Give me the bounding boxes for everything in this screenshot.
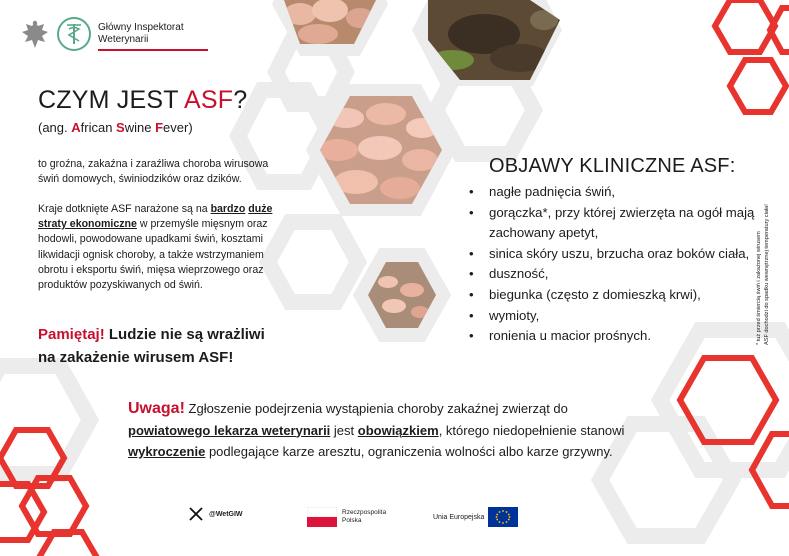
org-name-line1: Główny Inspektorat	[98, 22, 184, 33]
rp-line2: Polska	[342, 517, 362, 524]
title-prefix: CZYM JEST	[38, 86, 185, 114]
subtitle-ever: ever)	[163, 120, 193, 135]
side-note-line2: ASF dochodzi do spadku wewnętrznej temperatury ciała!	[764, 204, 770, 345]
warning-text-1: Zgłoszenie podejrzenia wystąpienia choroby zakaźnej zwierząt do	[184, 401, 568, 416]
european-union-label: Unia Europejska	[433, 514, 485, 521]
remember-line1: Ludzie nie są wrażliwi	[104, 326, 265, 343]
x-twitter-icon[interactable]	[189, 507, 203, 521]
organization-name	[98, 22, 208, 46]
title-highlight: ASF	[184, 86, 234, 114]
warning-bold-offense: wykroczenie	[128, 444, 206, 459]
veterinary-inspection-logo	[56, 16, 92, 52]
losses-start: Kraje dotknięte ASF narażone są na	[38, 203, 211, 215]
subtitle-letter-s: S	[116, 120, 125, 135]
subtitle-frican: frican	[80, 120, 117, 135]
losses-bold-1: bardzo	[210, 203, 246, 215]
subtitle-letter-a: A	[71, 120, 81, 135]
subtitle	[38, 120, 193, 135]
subtitle-open: (ang.	[38, 120, 72, 135]
remember-note	[38, 323, 296, 369]
symptom-item: • biegunka (często z domieszką krwi),	[469, 285, 759, 306]
symptom-item: • wymioty,	[469, 306, 759, 327]
warning-bold-vet: powiatowego lekarza weterynarii	[128, 422, 331, 438]
losses-paragraph	[38, 202, 288, 293]
symptom-item: • ronienia u macior prośnych.	[469, 326, 759, 347]
republic-of-poland-label	[342, 509, 402, 525]
side-footnote	[755, 135, 789, 345]
warning-text-3: , którego niedopełnienie stanowi	[438, 422, 625, 438]
intro-paragraph	[38, 157, 286, 187]
losses-rest: w przemyśle mięsnym oraz hodowli, powodowane upadkami świń, kosztami likwidacji ognisk choroby, a także wstrzymaniem obrotu i eksportu świń, mięsa wieprzowego oraz produktów pozyskiwanych od świń.	[38, 218, 268, 292]
remember-line2: na zakażenie wirusem ASF!	[38, 349, 234, 366]
polish-eagle-emblem	[18, 18, 52, 52]
page-title	[38, 86, 247, 115]
warning-bold-duty: obowiązkiem	[357, 422, 439, 438]
title-suffix: ?	[233, 86, 248, 114]
header-red-line	[98, 49, 208, 51]
rp-line1: Rzeczpospolita	[342, 509, 387, 516]
symptoms-list	[469, 182, 759, 347]
subtitle-wine: wine	[124, 120, 156, 135]
remember-lead: Pamiętaj!	[38, 326, 105, 343]
org-name-line2: Weterynarii	[98, 34, 149, 45]
warning-text-4: podlegające karze aresztu, ograniczenia wolności albo karze grzywny.	[205, 444, 613, 459]
intro-line2: świń domowych, świniodzików oraz dzików.	[38, 173, 242, 186]
side-note-line1: * tuż przed śmiercią świń i zakażonej wirusem	[756, 231, 762, 345]
subtitle-letter-f: F	[155, 120, 164, 135]
eu-flag-icon	[488, 507, 518, 527]
losses-bold-2: duże straty ekonomiczne	[38, 203, 273, 231]
warning-paragraph	[128, 398, 648, 463]
symptoms-title: OBJAWY KLINICZNE ASF:	[489, 155, 736, 177]
symptom-item: • duszność,	[469, 264, 759, 285]
symptom-item: • nagłe padnięcia świń,	[469, 182, 759, 203]
intro-line1: to groźna, zakaźna i zaraźliwa choroba wirusowa	[38, 158, 269, 170]
social-handle[interactable]: @WetGIW	[209, 511, 243, 518]
warning-lead: Uwaga!	[128, 400, 185, 417]
symptom-item: • gorączka*, przy której zwierzęta na ogół mają zachowany apetyt,	[469, 203, 759, 244]
warning-text-2: jest	[330, 422, 358, 438]
symptom-item: • sinica skóry uszu, brzucha oraz boków ciała,	[469, 244, 759, 265]
poland-flag-icon	[307, 507, 337, 527]
